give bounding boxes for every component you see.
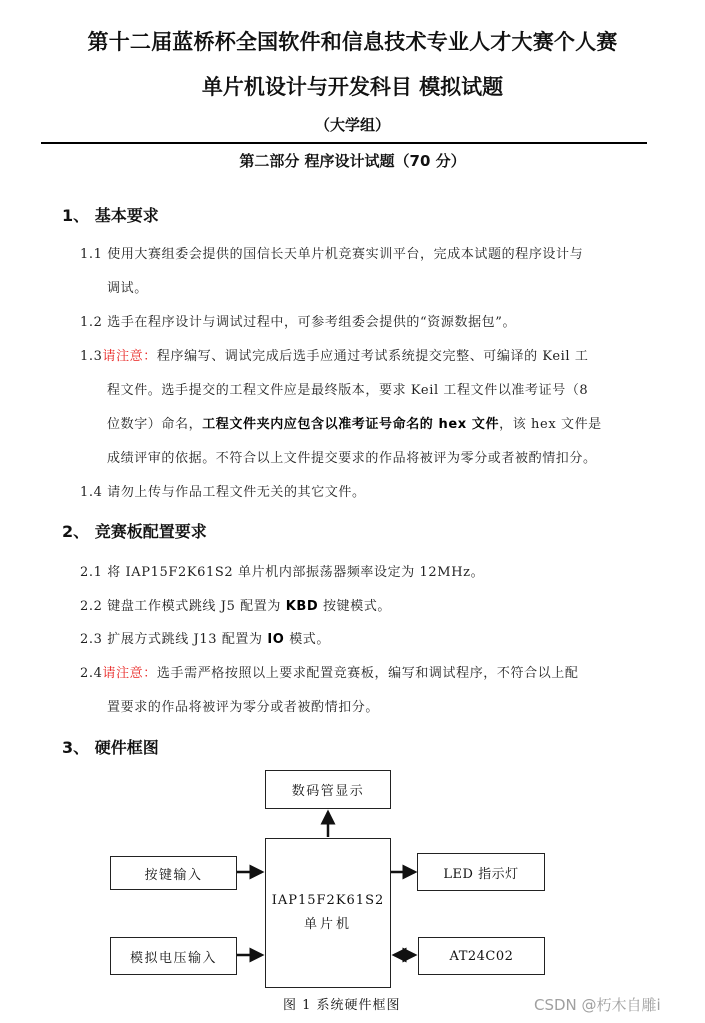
item-1-1-cont: 调试。 <box>107 281 148 296</box>
block-label: LED 指示灯 <box>443 866 519 882</box>
note-label: 请注意： <box>102 666 157 681</box>
item-text: 使用大赛组委会提供的国信长天单片机竞赛实训平台，完成本试题的程序设计与 <box>107 247 584 262</box>
part-title: 第二部分 程序设计试题（70 分） <box>239 152 466 170</box>
item-text: 键盘工作模式跳线 J5 配置为 <box>107 599 286 614</box>
item-number: 1.2 <box>80 315 103 330</box>
block-label: 单片机 <box>303 917 352 932</box>
item-text: 选手在程序设计与调试过程中，可参考组委会提供的“资源数据包”。 <box>107 315 517 330</box>
item-text: ，该 hex 文件是 <box>499 417 602 432</box>
item-text: 扩展方式跳线 J13 配置为 <box>107 632 268 647</box>
item-number: 2.1 <box>80 565 103 580</box>
doc-title-line2: 单片机设计与开发科目 模拟试题 <box>201 75 504 99</box>
doc-title-line1: 第十二届蓝桥杯全国软件和信息技术专业人才大赛个人赛 <box>87 30 618 54</box>
block-key-input <box>110 856 237 890</box>
item-text: 程序编写、调试完成后选手应通过考试系统提交完整、可编译的 Keil 工 <box>156 349 589 364</box>
block-label: 数码管显示 <box>291 784 365 799</box>
item-text: 将 IAP15F2K61S2 单片机内部振荡器频率设定为 12MHz。 <box>107 565 485 580</box>
figure-caption: 图 1 系统硬件框图 <box>283 998 401 1013</box>
block-label: 模拟电压输入 <box>129 950 217 966</box>
section-heading-1: 1、 基本要求 <box>62 206 159 225</box>
block-led <box>417 853 545 891</box>
section-heading-3: 3、 硬件框图 <box>62 738 159 757</box>
item-number: 2.4 <box>80 666 103 681</box>
block-label: IAP15F2K61S2 <box>271 893 385 908</box>
item-text: 按键模式。 <box>318 599 392 614</box>
block-analog-input <box>110 937 237 975</box>
item-1-3-line2: 程文件。选手提交的工程文件应是最终版本，要求 Keil 工程文件以准考证号（8 <box>107 383 589 398</box>
bold-requirement: 工程文件夹内应包含以准考证号命名的 hex 文件 <box>202 417 500 432</box>
block-label: AT24C02 <box>449 948 514 964</box>
csdn-watermark: CSDN @朽木自雕i <box>534 996 661 1014</box>
item-text: 选手需严格按照以上要求配置竞赛板，编写和调试程序，不符合以上配 <box>156 666 579 681</box>
item-text: 请勿上传与作品工程文件无关的其它文件。 <box>107 485 366 500</box>
block-label: 按键输入 <box>144 867 203 883</box>
item-number: 2.2 <box>80 599 103 614</box>
bold-mode: IO <box>267 632 285 647</box>
item-1-3-line4: 成绩评审的依据。不符合以上文件提交要求的作品将被评为零分或者被酌情扣分。 <box>107 451 597 466</box>
block-display <box>265 770 391 809</box>
item-number: 1.3 <box>80 349 103 364</box>
doc-group: （大学组） <box>314 116 390 134</box>
bold-mode: KBD <box>285 599 319 614</box>
section-heading-2: 2、 竞赛板配置要求 <box>62 522 207 541</box>
item-number: 1.1 <box>80 247 103 262</box>
item-2-4-line2: 置要求的作品将被评为零分或者被酌情扣分。 <box>107 700 380 715</box>
item-text: 位数字）命名， <box>107 417 203 432</box>
block-mcu <box>265 838 391 988</box>
block-eeprom <box>418 937 545 975</box>
item-text: 模式。 <box>284 632 331 647</box>
item-number: 2.3 <box>80 632 103 647</box>
note-label: 请注意： <box>102 349 157 364</box>
item-number: 1.4 <box>80 485 103 500</box>
